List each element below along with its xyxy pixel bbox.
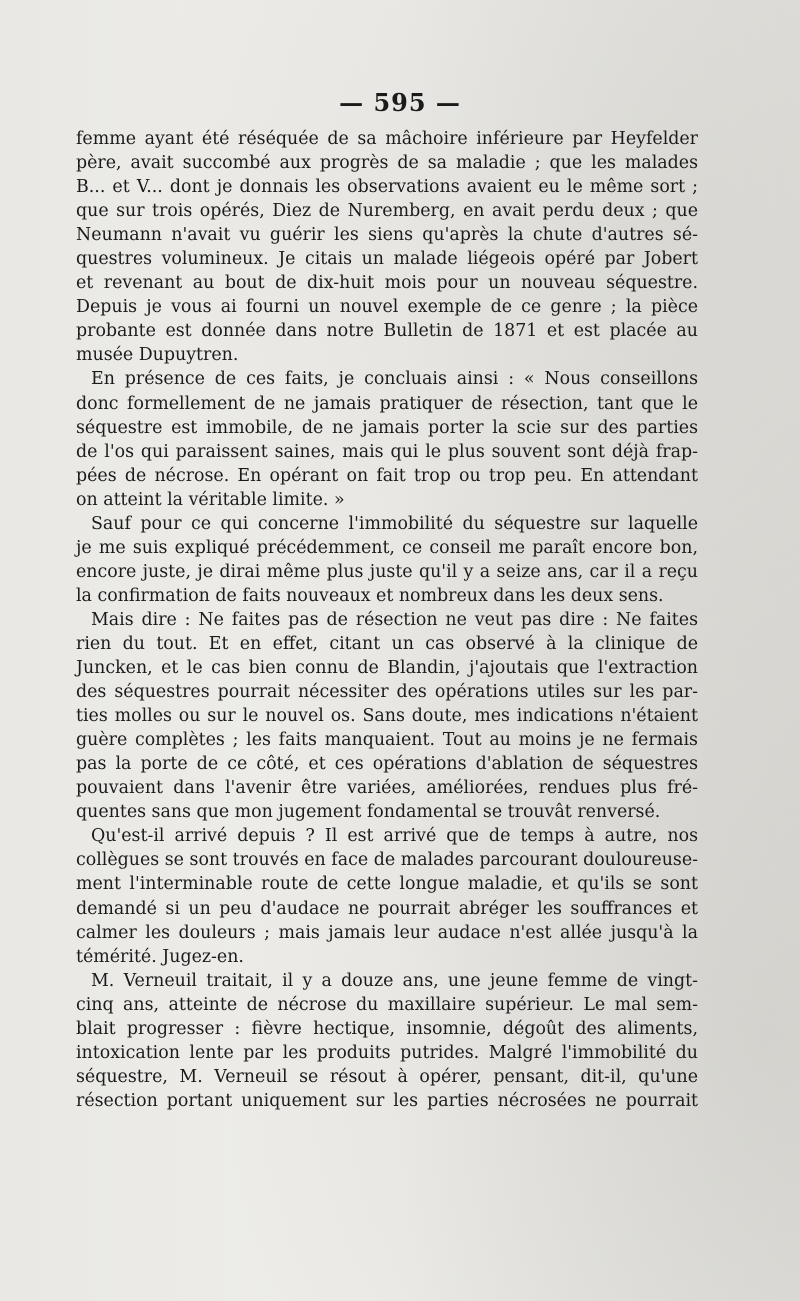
text-line: Sauf pour ce qui concerne l'immobilité du séquestre sur laquelle [91,513,698,534]
text-line: calmer les douleurs ; mais jamais leur audace n'est allée jusqu'à la [76,922,698,943]
text-line: rien du tout. Et en effet, citant un cas observé à la clinique de [76,633,698,654]
text-line: Neumann n'avait vu guérir les siens qu'après la chute d'autres sé- [76,225,698,246]
text-line: donc formellement de ne jamais pratiquer de résection, tant que le [76,393,698,414]
text-line: femme ayant été réséquée de sa mâchoire inférieure par Heyfelder [76,129,698,149]
text-line: résection portant uniquement sur les parties nécrosées ne pourrait [76,1090,698,1111]
text-line: M. Verneuil traitait, il y a douze ans, une jeune femme de vingt- [91,970,698,991]
text-line: de l'os qui paraissent saines, mais qui le plus souvent sont déjà frap- [76,441,698,462]
text-line: Qu'est-il arrivé depuis ? Il est arrivé que de temps à autre, nos [91,826,698,847]
text-line: pas la porte de ce côté, et ces opérations d'ablation de séquestres [76,754,698,775]
text-line: pouvaient dans l'avenir être variées, améliorées, rendues plus fré- [76,778,698,799]
text-line: des séquestres pourrait nécessiter des opérations utiles sur les par- [76,682,698,703]
page-number: — 595 — [339,88,461,117]
text-line: musée Dupuytren. [76,345,239,366]
text-line: la confirmation de faits nouveaux et nombreux dans les deux sens. [76,585,664,606]
text-line: demandé si un peu d'audace ne pourrait abréger les souffrances et [76,898,698,919]
text-line: ment l'interminable route de cette longue maladie, et qu'ils se sont [76,874,698,895]
text-line: que sur trois opérés, Diez de Nuremberg, en avait perdu deux ; que [76,201,698,222]
text-line: on atteint la véritable limite. » [76,489,345,510]
text-line: collègues se sont trouvés en face de malades parcourant douloureuse- [76,850,698,871]
text-line: témérité. Jugez-en. [76,946,244,967]
text-line: probante est donnée dans notre Bulletin de 1871 et est placée au [76,321,698,342]
body-text [76,127,698,1113]
text-line: je me suis expliqué précédemment, ce conseil me paraît encore bon, [76,537,698,558]
text-line: En présence de ces faits, je concluais ainsi : « Nous conseillons [91,369,698,390]
text-line: et revenant au bout de dix-huit mois pour un nouveau séquestre. [76,273,698,294]
text-line: intoxication lente par les produits putrides. Malgré l'immobilité du [76,1042,698,1063]
text-line: guère complètes ; les faits manquaient. Tout au moins je ne fermais [76,730,698,751]
text-line: Depuis je vous ai fourni un nouvel exemple de ce genre ; la pièce [76,297,698,318]
text-line: pées de nécrose. En opérant on fait trop ou trop peu. En attendant [76,465,698,486]
text-line: questres volumineux. Je citais un malade liégeois opéré par Jobert [76,249,698,270]
text-line: père, avait succombé aux progrès de sa maladie ; que les malades [76,153,698,174]
text-line: cinq ans, atteinte de nécrose du maxillaire supérieur. Le mal sem- [76,994,698,1015]
text-line: quentes sans que mon jugement fondamental se trouvât renversé. [76,802,661,823]
text-line: Juncken, et le cas bien connu de Blandin, j'ajoutais que l'extraction [76,658,698,679]
text-line: séquestre est immobile, de ne jamais porter la scie sur des parties [76,417,698,438]
text-line: Mais dire : Ne faites pas de résection ne veut pas dire : Ne faites [91,609,698,630]
text-line: blait progresser : fièvre hectique, insomnie, dégoût des aliments, [76,1018,698,1039]
text-line: séquestre, M. Verneuil se résout à opérer, pensant, dit-il, qu'une [76,1066,698,1087]
text-line: ties molles ou sur le nouvel os. Sans doute, mes indications n'étaient [76,706,698,727]
text-line: encore juste, je dirai même plus juste qu'il y a seize ans, car il a reçu [76,561,698,582]
text-line: B... et V... dont je donnais les observations avaient eu le même sort ; [76,177,698,198]
